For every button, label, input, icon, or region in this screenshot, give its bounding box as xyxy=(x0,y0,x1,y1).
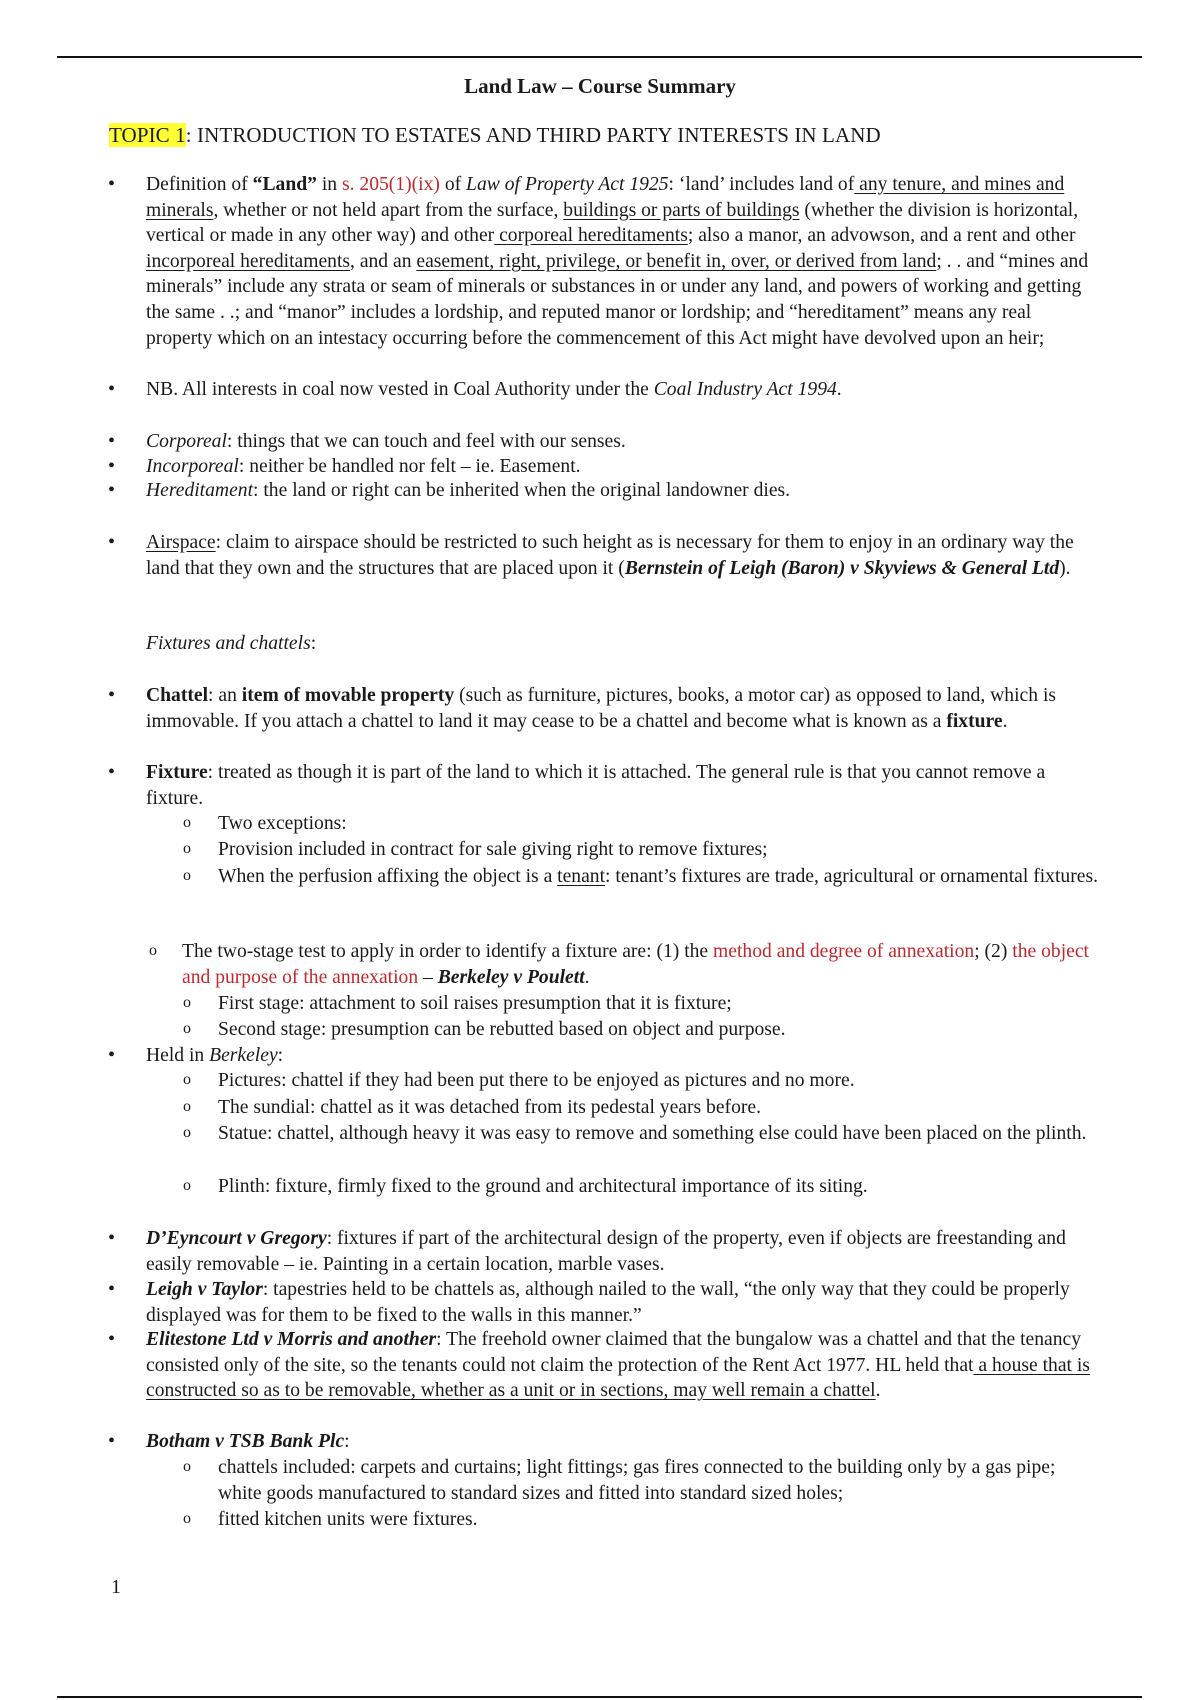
bullet-incorporeal: • Incorporeal: neither be handled nor felt – ie. Easement. xyxy=(146,454,1096,480)
act-citation: Law of Property Act 1925 xyxy=(466,174,669,195)
sub-item-two-stage-test: o The two-stage test to apply in order to identify a fixture are: (1) the method and degree of annexation; (2) the object and purpose of the annexation – Berkeley v Poulett. xyxy=(182,939,1092,990)
bullet-deyncourt: • D’Eyncourt v Gregory: fixtures if part of the architectural design of the property, even if objects are freestanding and easily removable – ie. Painting in a certain location, marble vases. xyxy=(146,1226,1096,1277)
sub-item: o Pictures: chattel if they had been put there to be enjoyed as pictures and no more. xyxy=(218,1068,1098,1094)
sub-item-tenant: o When the perfusion affixing the object is a tenant: tenant’s fixtures are trade, agricultural or ornamental fixtures. xyxy=(218,864,1098,890)
top-rule xyxy=(57,56,1142,58)
topic-heading-text: : INTRODUCTION TO ESTATES AND THIRD PARTY INTERESTS IN LAND xyxy=(185,123,881,147)
topic-label: TOPIC 1 xyxy=(109,123,186,147)
page-title: Land Law – Course Summary xyxy=(464,74,736,98)
sub-item: o First stage: attachment to soil raises presumption that it is fixture; xyxy=(218,991,1098,1017)
bullet-airspace: • Airspace: claim to airspace should be restricted to such height as is necessary for them to enjoy in an ordinary way the land that they own and the structures that are placed upon it (Bernstein of Leigh (Baron) v Skyviews & General Ltd). xyxy=(146,530,1096,581)
sub-item: o Statue: chattel, although heavy it was easy to remove and something else could have been placed on the plinth. xyxy=(218,1121,1098,1147)
bullet-fixture: • Fixture: treated as though it is part of the land to which it is attached. The general rule is that you cannot remove a fixture. xyxy=(146,760,1096,811)
sub-item: o The sundial: chattel as it was detached from its pedestal years before. xyxy=(218,1095,1098,1121)
sub-item: o fitted kitchen units were fixtures. xyxy=(218,1507,1098,1533)
sub-item: o Two exceptions: xyxy=(218,811,1098,837)
bullet-land-definition: • Definition of “Land” in s. 205(1)(ix) of Law of Property Act 1925: ‘land’ includes land of any tenure, and mines and minerals, whether or not held apart from the surface, buildings or parts of buildings (whether the division is horizontal, vertical or made in any other way) and other corporeal hereditaments; also a manor, an advowson, and a rent and other incorporeal hereditaments, and an easement, right, privilege, or benefit in, over, or derived from land; . . and “mines and minerals” include any strata or seam of minerals or substances in or under any land, and powers of working and getting the same . .; and “manor” includes a lordship, and reputed manor or lordship; and “hereditament” means any real property which on an intestacy occurring before the commencement of this Act might have devolved upon an heir; xyxy=(146,172,1096,351)
sub-item: o Second stage: presumption can be rebutted based on object and purpose. xyxy=(218,1017,1098,1043)
page-number: 1 xyxy=(111,1576,121,1598)
bullet-elitestone: • Elitestone Ltd v Morris and another: The freehold owner claimed that the bungalow was a chattel and that the tenancy consisted only of the site, so the tenants could not claim the protection of the Rent Act 1977. HL held that a house that is constructed so as to be removable, whether as a unit or in sections, may well remain a chattel. xyxy=(146,1327,1096,1404)
bottom-rule xyxy=(57,1696,1142,1698)
bullet-leigh: • Leigh v Taylor: tapestries held to be chattels as, although nailed to the wall, “the only way that they could be properly displayed was for them to be fixed to the walls in this manner.” xyxy=(146,1277,1096,1328)
bullet-berkeley: • Held in Berkeley: xyxy=(146,1043,1096,1069)
sub-item: o Provision included in contract for sale giving right to remove fixtures; xyxy=(218,837,1098,863)
section-reference: s. 205(1)(ix) xyxy=(341,174,440,195)
bullet-botham: • Botham v TSB Bank Plc: xyxy=(146,1429,1096,1455)
sub-item: o Plinth: fixture, firmly fixed to the ground and architectural importance of its siting. xyxy=(218,1174,1098,1200)
bullet-hereditament: • Hereditament: the land or right can be inherited when the original landowner dies. xyxy=(146,478,1096,504)
sub-item: o chattels included: carpets and curtains; light fittings; gas fires connected to the building only by a gas pipe; white goods manufactured to standard sizes and fitted into standard sized holes; xyxy=(218,1455,1098,1506)
bullet-chattel: • Chattel: an item of movable property (such as furniture, pictures, books, a motor car) as opposed to land, which is immovable. If you attach a chattel to land it may cease to be a chattel and become what is known as a fixture. xyxy=(146,683,1096,734)
fixtures-heading: Fixtures and chattels: xyxy=(146,633,317,654)
bullet-coal: • NB. All interests in coal now vested in Coal Authority under the Coal Industry Act 1994. xyxy=(146,377,1096,403)
topic-heading xyxy=(109,123,881,148)
bullet-corporeal: • Corporeal: things that we can touch and feel with our senses. xyxy=(146,429,1096,455)
